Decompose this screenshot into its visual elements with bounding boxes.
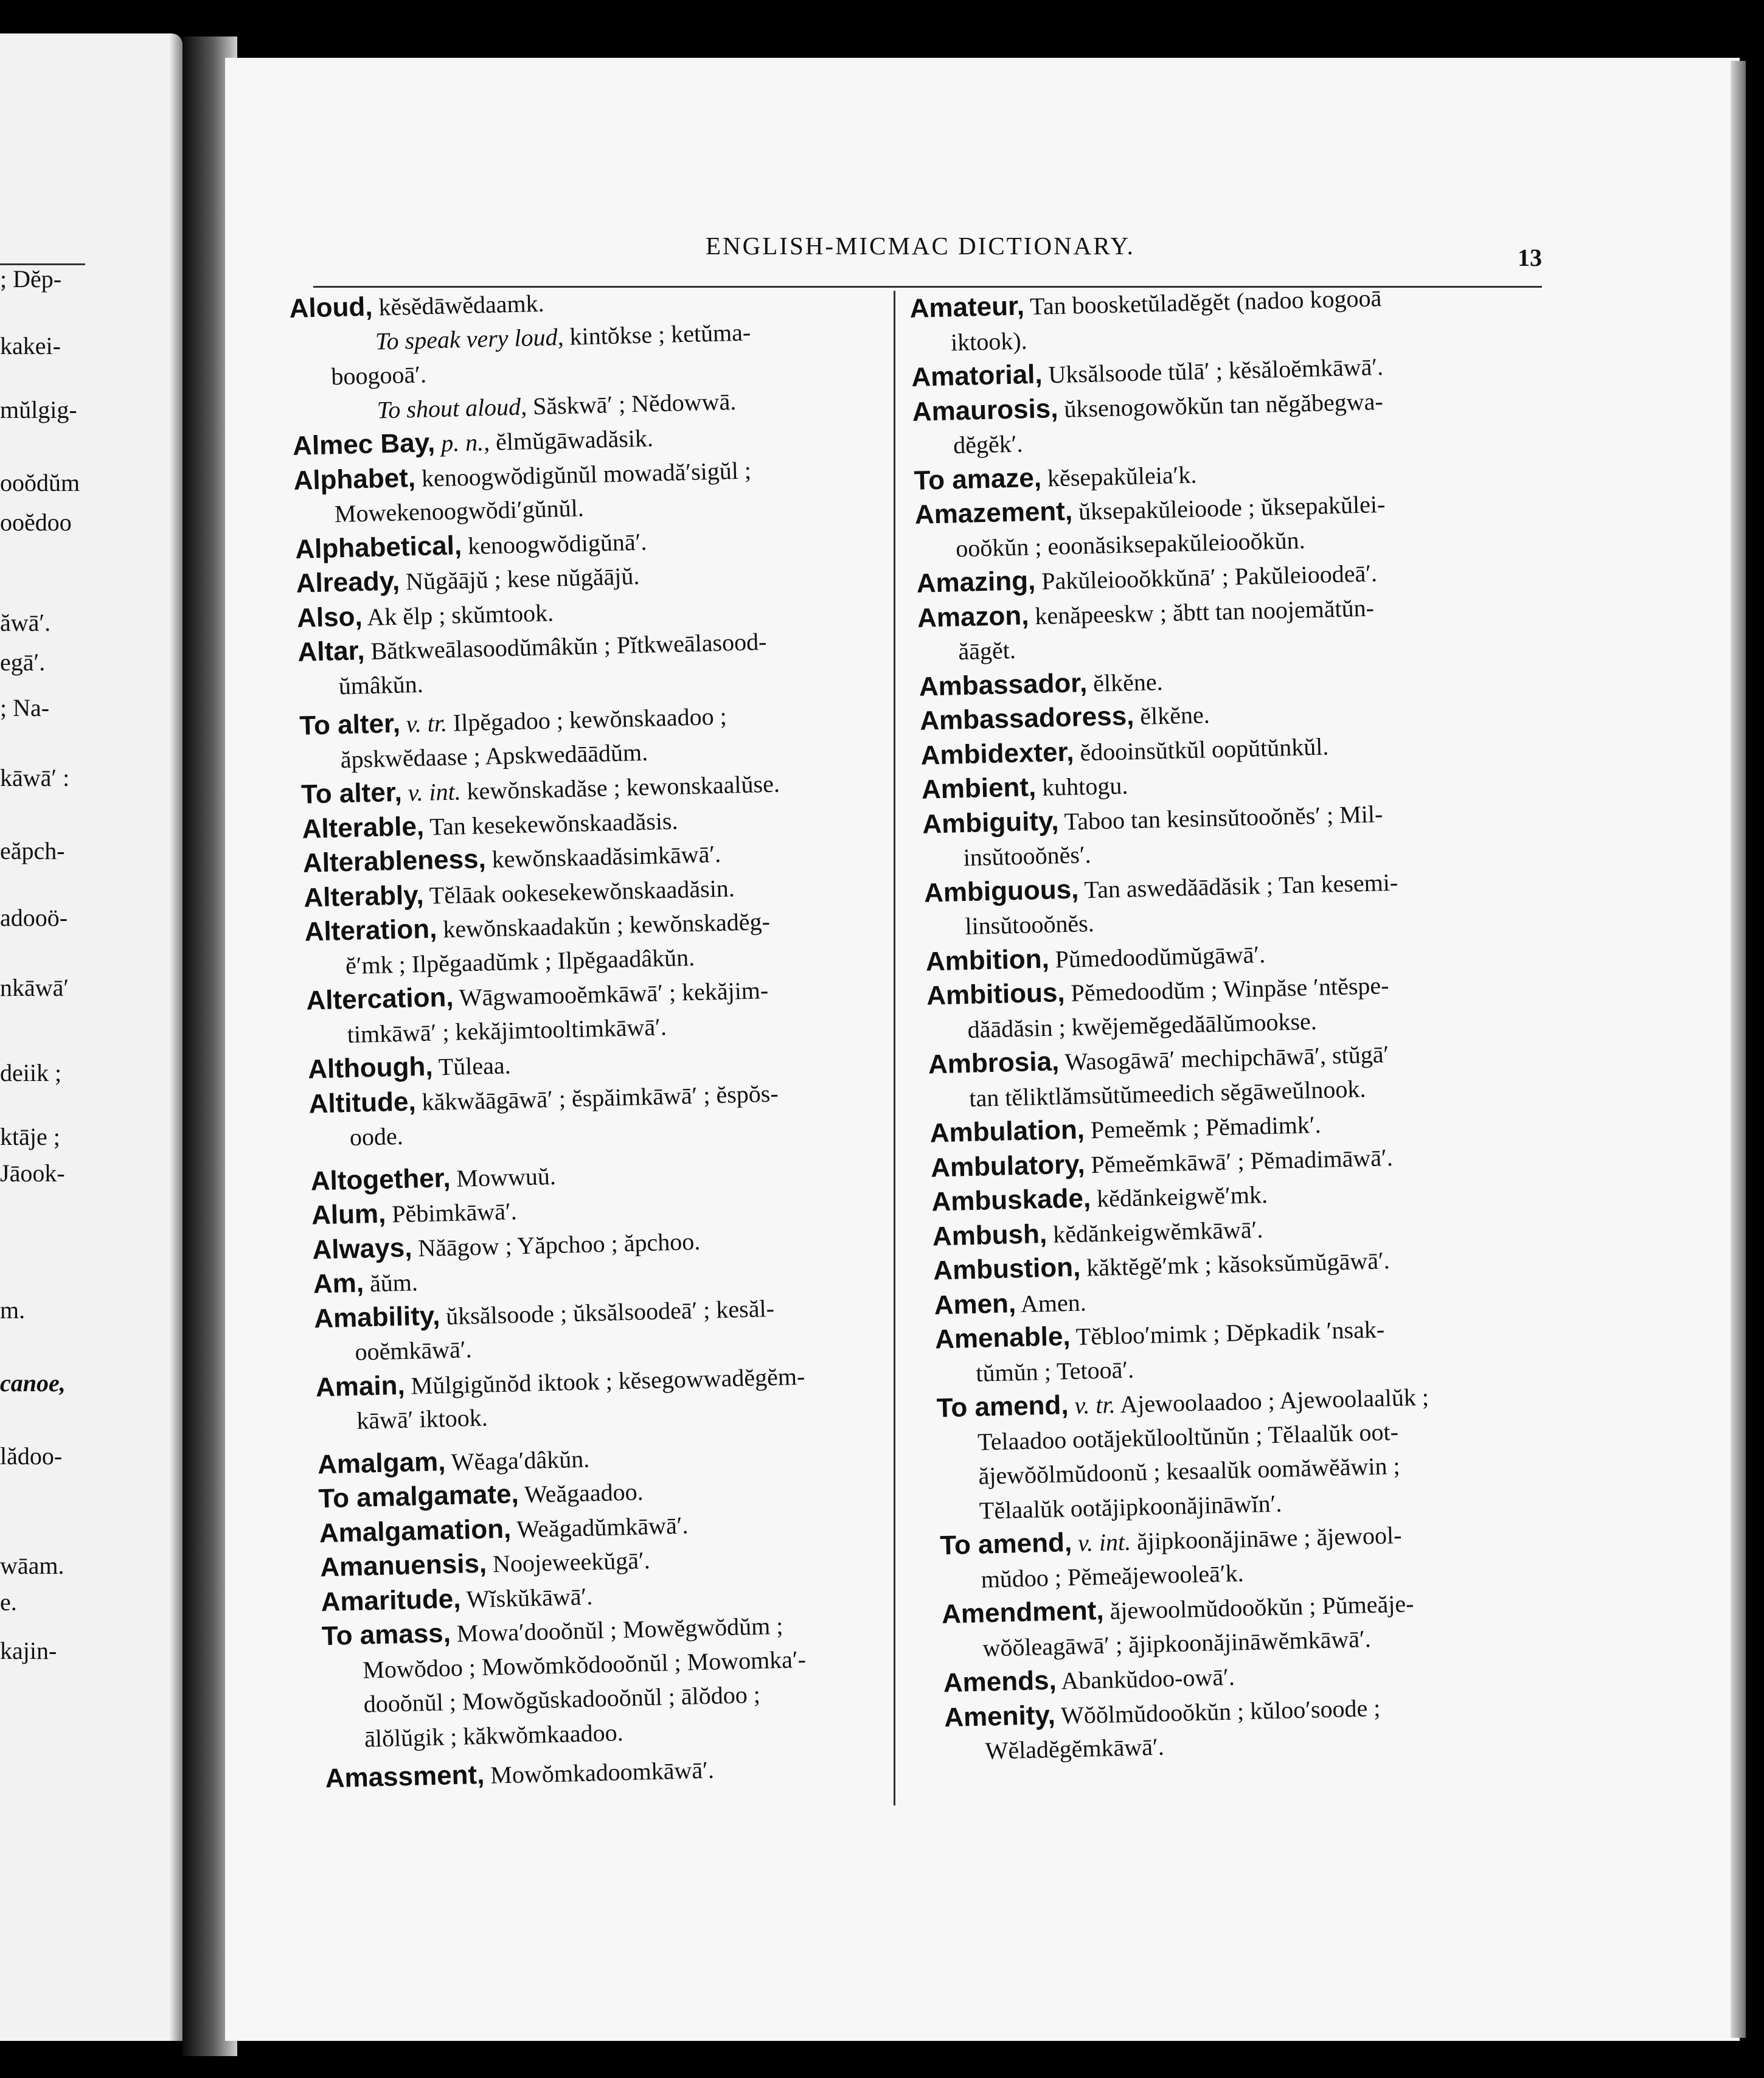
headword: Ambush, bbox=[932, 1218, 1047, 1252]
definition-text: Tan kesekewŏnskaadăsis. bbox=[423, 807, 678, 841]
margin-fragment: ; Na- bbox=[0, 694, 50, 721]
definition-text: ăpskwĕdaase ; Apskwedāādŭm. bbox=[340, 738, 648, 773]
headword: To amalgamate, bbox=[318, 1479, 519, 1514]
definition-text: dăādăsin ; kwĕjemĕgedăālŭmookse. bbox=[967, 1007, 1318, 1043]
headword: Ambustion, bbox=[932, 1252, 1081, 1286]
definition-text: ĕlmŭgāwadăsik. bbox=[489, 424, 654, 456]
page-edge-shadow bbox=[1731, 61, 1746, 2038]
definition-text: kĕsĕdāwĕdaamk. bbox=[372, 289, 545, 321]
definition-text: Wasogāwā′ mechipchāwā′, stŭgā′ bbox=[1058, 1040, 1389, 1076]
definition-text: Năāgow ; Yăpchoo ; ăpchoo. bbox=[411, 1227, 701, 1262]
definition-text: Ajewoolaadoo ; Ajewoolaalŭk ; bbox=[1115, 1383, 1429, 1419]
definition-text: Pŭmedoodŭmŭgāwā′. bbox=[1049, 940, 1266, 973]
headword: Altercation, bbox=[305, 982, 454, 1016]
headword: To amend, bbox=[936, 1390, 1069, 1423]
headword: Ambiguous, bbox=[923, 874, 1079, 908]
definition-text: ooĕmkāwā′. bbox=[355, 1335, 473, 1366]
headword: Amenable, bbox=[934, 1321, 1071, 1355]
page-number: 13 bbox=[1518, 244, 1542, 271]
left-column-entries bbox=[289, 277, 934, 1796]
headword: Alphabetical, bbox=[294, 530, 462, 565]
headword: Ambiguity, bbox=[922, 805, 1059, 839]
headword: Amends, bbox=[943, 1665, 1057, 1698]
definition-text: Pakŭleiooŏkkŭnā′ ; Pakŭleioodeā′. bbox=[1035, 559, 1378, 596]
definition-text: Pĕbimkāwā′. bbox=[385, 1197, 518, 1228]
headword: Alterably, bbox=[303, 880, 425, 913]
definition-text: kintŏkse ; ketŭma- bbox=[563, 318, 751, 350]
definition-text: ŭmâkŭn. bbox=[338, 670, 424, 700]
margin-fragment: ăwā′. bbox=[0, 609, 51, 636]
headword: Ambient, bbox=[921, 772, 1037, 805]
headword: Amendment, bbox=[941, 1595, 1105, 1630]
definition-text: timkāwā′ ; kekăjimtooltimkāwā′. bbox=[347, 1012, 667, 1048]
definition-text: kăktĕgĕ′mk ; kăsoksŭmŭgāwā′. bbox=[1080, 1246, 1391, 1282]
margin-fragment: ; Dĕp- bbox=[0, 265, 62, 293]
definition-text: kăkwăāgāwā′ ; ĕspăimkāwā′ ; ĕspŏs- bbox=[415, 1079, 779, 1116]
definition-text: kĕsepakŭleia′k. bbox=[1041, 460, 1197, 492]
headword: Ambulation, bbox=[929, 1114, 1085, 1148]
headword: Alphabet, bbox=[293, 462, 416, 496]
margin-fragment: kajin- bbox=[0, 1637, 57, 1664]
definition-text: wŏŏleagāwā′ ; ăjipkoonăjināwĕmkāwā′. bbox=[982, 1624, 1372, 1662]
grammar-note: To shout aloud, bbox=[377, 392, 527, 424]
headword: Amalgam, bbox=[317, 1446, 446, 1479]
definition-text: Tĕbloo′mimk ; Dĕpkadik ′nsak- bbox=[1070, 1315, 1385, 1351]
definition-text: Pĕmedoodŭm ; Winpăse ′ntĕspe- bbox=[1064, 971, 1389, 1007]
margin-fragment: lădoo- bbox=[0, 1442, 63, 1470]
definition-text: Wĕladĕgĕmkāwā′. bbox=[985, 1732, 1165, 1765]
headword: To alter, bbox=[300, 777, 403, 810]
headword: To amass, bbox=[321, 1618, 451, 1652]
definition-text: iktook). bbox=[950, 326, 1028, 356]
headword: Amaurosis, bbox=[912, 393, 1058, 427]
definition-text: Mowa′dooŏnŭl ; Mowĕgwŏdŭm ; bbox=[450, 1611, 783, 1648]
definition-text: Pemeĕmk ; Pĕmadimk′. bbox=[1084, 1110, 1322, 1144]
definition-text: Weăgadŭmkāwā′. bbox=[510, 1511, 689, 1543]
definition-text: ĕlkĕne. bbox=[1086, 667, 1164, 697]
headword: Amazon, bbox=[917, 600, 1029, 633]
headword: Ambassador, bbox=[918, 667, 1088, 702]
definition-text: ālŏlŭgik ; kăkwŏmkaadoo. bbox=[364, 1718, 624, 1753]
definition-text: Weăgaadoo. bbox=[518, 1478, 644, 1509]
headword: Aloud, bbox=[289, 291, 373, 324]
definition-text: kenăpeeskw ; ăbtt tan noojemătŭn- bbox=[1028, 593, 1375, 630]
headword: Amateur, bbox=[909, 291, 1025, 324]
margin-fragment: kāwā′ : bbox=[0, 764, 70, 791]
headword: Always, bbox=[311, 1232, 412, 1265]
definition-text: kewŏnskaadakŭn ; kewŏnskadĕg- bbox=[436, 907, 771, 943]
headword: To alter, bbox=[299, 708, 401, 741]
definition-text: dĕgĕk′. bbox=[953, 429, 1023, 459]
definition-text: kewŏnskaadăsimkāwā′. bbox=[485, 839, 721, 874]
headword: Almec Bay, bbox=[292, 428, 436, 461]
headword: Amain, bbox=[315, 1370, 406, 1402]
headword: Am, bbox=[313, 1268, 364, 1299]
definition-text: ăjewŏŏlmŭdoonŭ ; kesaalŭk oomăwĕăwin ; bbox=[978, 1451, 1401, 1490]
definition-text: Pĕmeĕmkāwā′ ; Pĕmadimāwā′. bbox=[1085, 1143, 1394, 1178]
margin-fragment: nkāwā′ bbox=[0, 974, 69, 1001]
headword: Ambidexter, bbox=[920, 737, 1075, 771]
definition-text: Taboo tan kesinsŭtooŏnĕs′ ; Mil- bbox=[1058, 799, 1383, 835]
definition-text: Uksălsoode tŭlā′ ; kĕsăloĕmkāwā′. bbox=[1042, 353, 1384, 389]
definition-text: tan tĕliktlămsŭtŭmeedich sĕgāweŭlnook. bbox=[968, 1074, 1366, 1112]
headword: Amazing, bbox=[916, 566, 1036, 599]
definition-text: Ilpĕgadoo ; kewŏnskaadoo ; bbox=[446, 702, 727, 737]
headword: Although, bbox=[307, 1051, 434, 1085]
headword: Already, bbox=[296, 566, 400, 599]
headword: To amend, bbox=[939, 1527, 1072, 1561]
margin-fragment: adooö- bbox=[0, 904, 68, 931]
definition-text: Wĭskŭkāwā′. bbox=[460, 1582, 593, 1613]
headword: Altar, bbox=[297, 636, 366, 667]
definition-text: ooŏkŭn ; eoonăsiksepakŭleiooŏkŭn. bbox=[955, 526, 1306, 562]
definition-text: Mowwuŭ. bbox=[450, 1162, 557, 1192]
definition-text: kĕdănkeigwĕmkāwā′. bbox=[1046, 1215, 1263, 1248]
headword: Ambitious, bbox=[926, 978, 1066, 1011]
definition-text: Mowŏdoo ; Mowŏmkŏdooŏnŭl ; Mowomka′- bbox=[362, 1645, 807, 1684]
definition-text: Mowekenoogwŏdi′gŭnŭl. bbox=[334, 494, 585, 528]
definition-text: kĕdănkeigwĕ′mk. bbox=[1090, 1181, 1268, 1213]
margin-fragment: wāam. bbox=[0, 1552, 64, 1579]
grammar-note: v. tr. bbox=[400, 709, 448, 738]
definition-text: ŭksepakŭleioode ; ŭksepakŭlei- bbox=[1072, 490, 1386, 526]
margin-fragment: canoe, bbox=[0, 1369, 66, 1397]
margin-fragment: kakei- bbox=[0, 332, 61, 360]
margin-fragment: ooĕdoo bbox=[0, 509, 72, 536]
definition-text: ăjipkoonăjināwe ; ăjewool- bbox=[1130, 1521, 1402, 1555]
definition-text: Wŏŏlmŭdooŏkŭn ; kŭloo′soode ; bbox=[1055, 1694, 1381, 1729]
margin-fragment: m. bbox=[0, 1296, 26, 1324]
headword: Also, bbox=[296, 601, 363, 633]
definition-text: ăŭm. bbox=[363, 1268, 418, 1298]
margin-fragment: e. bbox=[0, 1588, 17, 1616]
definition-text: kuhtogu. bbox=[1035, 771, 1128, 802]
headword: To amaze, bbox=[913, 462, 1042, 496]
definition-text: ĕ′mk ; Ilpĕgaadŭmk ; Ilpĕgaadâkŭn. bbox=[345, 943, 695, 979]
headword: Alum, bbox=[311, 1198, 386, 1231]
definition-text: Telaadoo ootăjekŭlooltŭnŭn ; Tĕlaalŭk oot- bbox=[977, 1417, 1399, 1456]
headword: Amability, bbox=[313, 1300, 440, 1333]
headword: Alterableness, bbox=[302, 844, 487, 878]
headword: Amazement, bbox=[914, 496, 1073, 530]
definition-text: Bătkweālasoodŭmâkŭn ; Pĭtkweālasood- bbox=[364, 627, 767, 665]
margin-fragment: egā′. bbox=[0, 648, 46, 676]
headword: Amenity, bbox=[943, 1700, 1056, 1732]
grammar-note: p. n., bbox=[434, 428, 490, 457]
headword: Altogether, bbox=[310, 1162, 451, 1197]
grammar-note: To speak very loud, bbox=[375, 322, 564, 355]
definition-text: ăjewoolmŭdooŏkŭn ; Pŭmeăje- bbox=[1103, 1590, 1414, 1625]
definition-text: insŭtooŏnĕs′. bbox=[963, 840, 1092, 872]
grammar-note: v. int. bbox=[401, 777, 462, 807]
headword: Amen, bbox=[934, 1288, 1016, 1320]
headword: Altitude, bbox=[308, 1086, 417, 1119]
margin-fragment: ktāje ; bbox=[0, 1123, 60, 1150]
headword: Amanuensis, bbox=[319, 1548, 487, 1583]
definition-text: ŭksenogowŏkŭn tan nĕgăbegwa- bbox=[1057, 387, 1384, 423]
margin-fragment: ooŏdŭm bbox=[0, 469, 80, 496]
definition-text: ŭksălsoode ; ŭksălsoodeā′ ; kesăl- bbox=[439, 1294, 775, 1330]
definition-text: Tĕlāak ookesekewŏnskaadăsin. bbox=[423, 874, 735, 909]
headword: Ambition, bbox=[925, 943, 1050, 977]
definition-text: Mŭlgigŭnŏd iktook ; kĕsegowwadĕgĕm- bbox=[405, 1362, 805, 1400]
definition-text: Amen. bbox=[1015, 1288, 1087, 1318]
headword: Amalgamation, bbox=[319, 1513, 512, 1548]
definition-text: Ak ĕlp ; skŭmtook. bbox=[362, 599, 554, 631]
definition-text: Wĕaga′dâkŭn. bbox=[445, 1445, 590, 1476]
headword: Alteration, bbox=[304, 914, 437, 947]
definition-text: boogooā′. bbox=[330, 360, 427, 391]
definition-text: dooŏnŭl ; Mowŏgŭskadooŏnŭl ; ālŏdoo ; bbox=[363, 1680, 761, 1718]
facing-page-left bbox=[0, 33, 182, 2041]
headword: Ambulatory, bbox=[930, 1148, 1086, 1183]
margin-fragment: Jāook- bbox=[0, 1159, 65, 1187]
running-header: ENGLISH-MICMAC DICTIONARY. bbox=[706, 232, 1135, 260]
definition-text: Tŭleaa. bbox=[432, 1051, 512, 1081]
definition-text: kewŏnskadăse ; kewonskaalŭse. bbox=[460, 770, 780, 805]
headword: Ambuskade, bbox=[931, 1183, 1091, 1217]
definition-text: mŭdoo ; Pĕmeăjewooleā′k. bbox=[981, 1558, 1245, 1593]
margin-fragment: eăpch- bbox=[0, 837, 65, 864]
margin-fragment: mŭlgig- bbox=[0, 396, 77, 423]
definition-text: Tan boosketŭladĕgĕt (nadoo kogooā bbox=[1024, 284, 1382, 321]
headword: Amatorial, bbox=[911, 359, 1043, 392]
headword: Ambassadoress, bbox=[919, 701, 1134, 736]
grammar-note: v. int. bbox=[1071, 1527, 1131, 1557]
definition-text: ĕdooinsŭtkŭl oopŭtŭnkŭl. bbox=[1073, 732, 1329, 766]
margin-fragment: deiik ; bbox=[0, 1059, 62, 1086]
definition-text: Nŭgăājŭ ; kese nŭgăājŭ. bbox=[399, 562, 640, 596]
definition-text: linsŭtooŏnĕs. bbox=[964, 909, 1095, 940]
definition-text: tŭmŭn ; Tetooā′. bbox=[975, 1355, 1134, 1387]
definition-text: Mowŏmkadoomkāwā′. bbox=[484, 1756, 715, 1789]
definition-text: kāwā′ iktook. bbox=[356, 1403, 488, 1434]
headword: Ambrosia, bbox=[928, 1046, 1060, 1080]
grammar-note: v. tr. bbox=[1068, 1391, 1116, 1420]
definition-text: oode. bbox=[349, 1122, 404, 1151]
headword: Amassment, bbox=[325, 1759, 485, 1794]
definition-text: Săskwā′ ; Nĕdowwā. bbox=[526, 387, 737, 420]
definition-text: Tĕlaalŭk ootăjipkoonăjināwĭn′. bbox=[979, 1489, 1282, 1524]
headword: Amaritude, bbox=[321, 1583, 461, 1617]
definition-text: ăāgĕt. bbox=[957, 636, 1016, 665]
right-column-entries bbox=[909, 276, 1584, 1769]
definition-text: Abankŭdoo-owā′. bbox=[1056, 1663, 1235, 1695]
headword: Alterable, bbox=[301, 811, 425, 844]
definition-text: Noojeweekŭgā′. bbox=[486, 1546, 651, 1578]
definition-text: ĕlkĕne. bbox=[1133, 701, 1210, 731]
definition-text: kenoogwŏdigŭnā′. bbox=[461, 527, 647, 560]
definition-text: kenoogwŏdigŭnŭl mowadă′sigŭl ; bbox=[415, 456, 752, 492]
definition-text: Wāgwamooĕmkāwā′ ; kekăjim- bbox=[453, 976, 769, 1012]
definition-text: Tan aswedăādăsik ; Tan kesemi- bbox=[1078, 868, 1398, 903]
